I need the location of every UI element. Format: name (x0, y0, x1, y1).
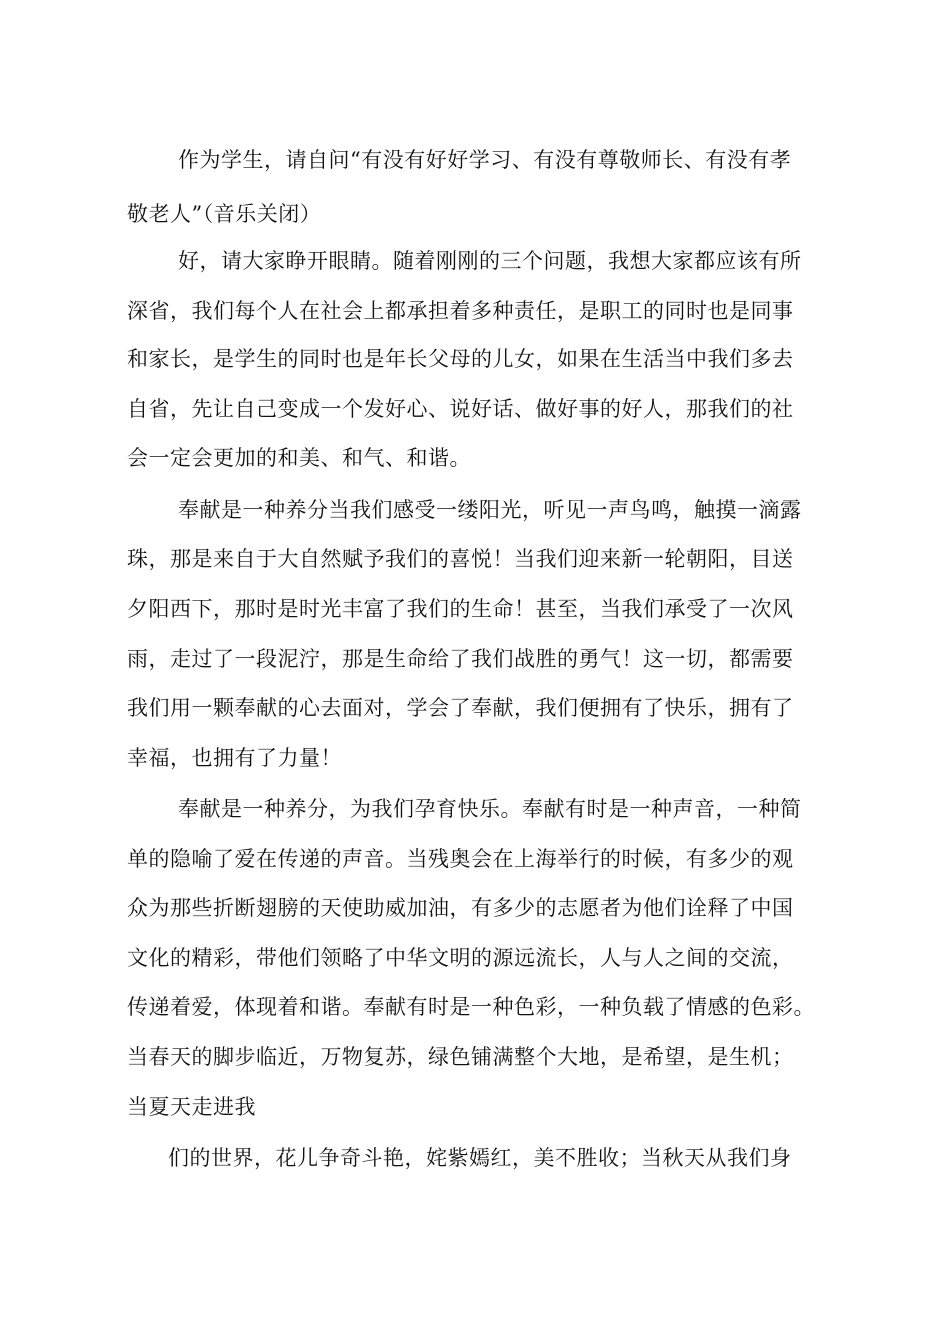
paragraph-line: 会一定会更加的和美、和气、和谐。 (127, 446, 471, 470)
paragraph-line: 奉献是一种养分，为我们孕育快乐。奉献有时是一种声音，一种简 (178, 797, 802, 821)
paragraph-line: 当春天的脚步临近，万物复苏，绿色铺满整个大地，是希望，是生机； (127, 1045, 794, 1069)
paragraph-line: 夕阳西下，那时是时光丰富了我们的生命！甚至，当我们承受了一次风 (127, 597, 794, 621)
paragraph-line: 众为那些折断翅膀的天使助威加油，有多少的志愿者为他们诠释了中国 (127, 896, 794, 920)
paragraph-line: 雨，走过了一段泥泞，那是生命给了我们战胜的勇气！这一切，都需要 (127, 647, 794, 671)
paragraph-line: 传递着爱，体现着和谐。奉献有时是一种色彩，一种负载了情感的色彩。 (127, 995, 815, 1019)
paragraph-line: 深省，我们每个人在社会上都承担着多种责任，是职工的同时也是同事 (127, 299, 794, 323)
paragraph-line: 文化的精彩，带他们领略了中华文明的源远流长，人与人之间的交流， (127, 946, 794, 970)
paragraph-line: 作为学生，请自问“有没有好好学习、有没有尊敬师长、有没有孝 (178, 148, 792, 172)
paragraph-line: 和家长，是学生的同时也是年长父母的儿女，如果在生活当中我们多去 (127, 347, 794, 371)
paragraph-line: 幸福，也拥有了力量！ (127, 746, 342, 770)
paragraph-line: 敬老人”（音乐关闭） (127, 202, 322, 226)
paragraph-line: 奉献是一种养分当我们感受一缕阳光，听见一声鸟鸣，触摸一滴露 (178, 498, 802, 522)
paragraph-line: 当夏天走进我 (127, 1095, 256, 1119)
paragraph-line: 珠，那是来自于大自然赋予我们的喜悦！当我们迎来新一轮朝阳，目送 (127, 547, 794, 571)
paragraph-line: 单的隐喻了爱在传递的声音。当残奥会在上海举行的时候，有多少的观 (127, 847, 794, 871)
paragraph-line: 们的世界，花儿争奇斗艳，姹紫嫣红，美不胜收；当秋天从我们身 (168, 1146, 792, 1170)
paragraph-line: 好，请大家睁开眼睛。随着刚刚的三个问题，我想大家都应该有所 (178, 249, 802, 273)
paragraph-line: 我们用一颗奉献的心去面对，学会了奉献，我们便拥有了快乐，拥有了 (127, 696, 794, 720)
paragraph-line: 自省，先让自己变成一个发好心、说好话、做好事的好人，那我们的社 (127, 397, 794, 421)
